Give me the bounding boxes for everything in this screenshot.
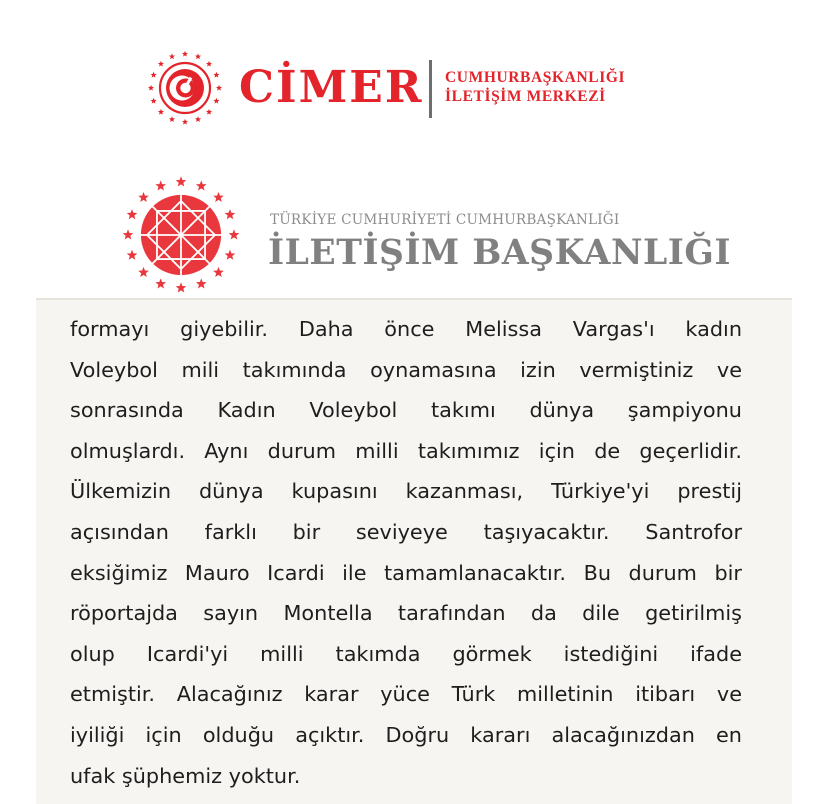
letter-line-11: iyiliği için olduğu açıktır. Doğru kararı alacağınızdan en <box>70 722 742 747</box>
cimer-logo <box>145 48 705 128</box>
iletisim-subtitle: TÜRKİYE CUMHURİYETİ CUMHURBAŞKANLIĞI <box>270 212 620 228</box>
cimer-subtitle-line-2: İLETİŞİM MERKEZİ <box>445 88 606 105</box>
paper-margin-left <box>0 298 36 804</box>
letterhead <box>0 0 828 300</box>
iletisim-logo <box>118 172 731 302</box>
iletisim-emblem-icon <box>118 172 244 298</box>
letter-line-7: eksiğimiz Mauro Icardi ile tamamlanacaktır. Bu durum bir <box>70 560 742 585</box>
letter-line-8: röportajda sayın Montella tarafından da dile getirilmiş <box>70 601 742 626</box>
letter-line-5: Ülkemizin dünya kupasını kazanması, Türkiye'yi prestij <box>70 479 742 504</box>
logo-divider <box>429 60 432 118</box>
letter-body <box>70 309 742 796</box>
letter-line-4: olmuşlardı. Aynı durum milli takımımız için de geçerlidir. <box>70 438 742 463</box>
iletisim-title: İLETİŞİM BAŞKANLIĞI <box>268 233 731 273</box>
cimer-wordmark: CİMER <box>239 62 424 113</box>
letter-line-6: açısından farklı bir seviyeye taşıyacaktır. Santrofor <box>70 519 742 544</box>
paper-top-edge <box>36 298 792 300</box>
letter-line-1: formayı giyebilir. Daha önce Melissa Vargas'ı kadın <box>70 317 742 341</box>
paper-margin-right <box>792 298 828 804</box>
letter-line-12: ufak şüphemiz yoktur. <box>70 763 301 788</box>
letter-line-9: olup Icardi'yi milli takımda görmek istediğini ifade <box>70 641 742 666</box>
letter-line-3: sonrasında Kadın Voleybol takımı dünya şampiyonu <box>70 398 742 423</box>
cimer-emblem-icon <box>145 48 225 128</box>
letter-line-2: Voleybol mili takımında oynamasına izin vermiştiniz ve <box>70 357 742 382</box>
cimer-subtitle-line-1: CUMHURBAŞKANLIĞI <box>445 69 626 86</box>
letter-line-10: etmiştir. Alacağınız karar yüce Türk milletinin itibarı ve <box>70 682 742 707</box>
cimer-subtitle <box>445 68 625 106</box>
